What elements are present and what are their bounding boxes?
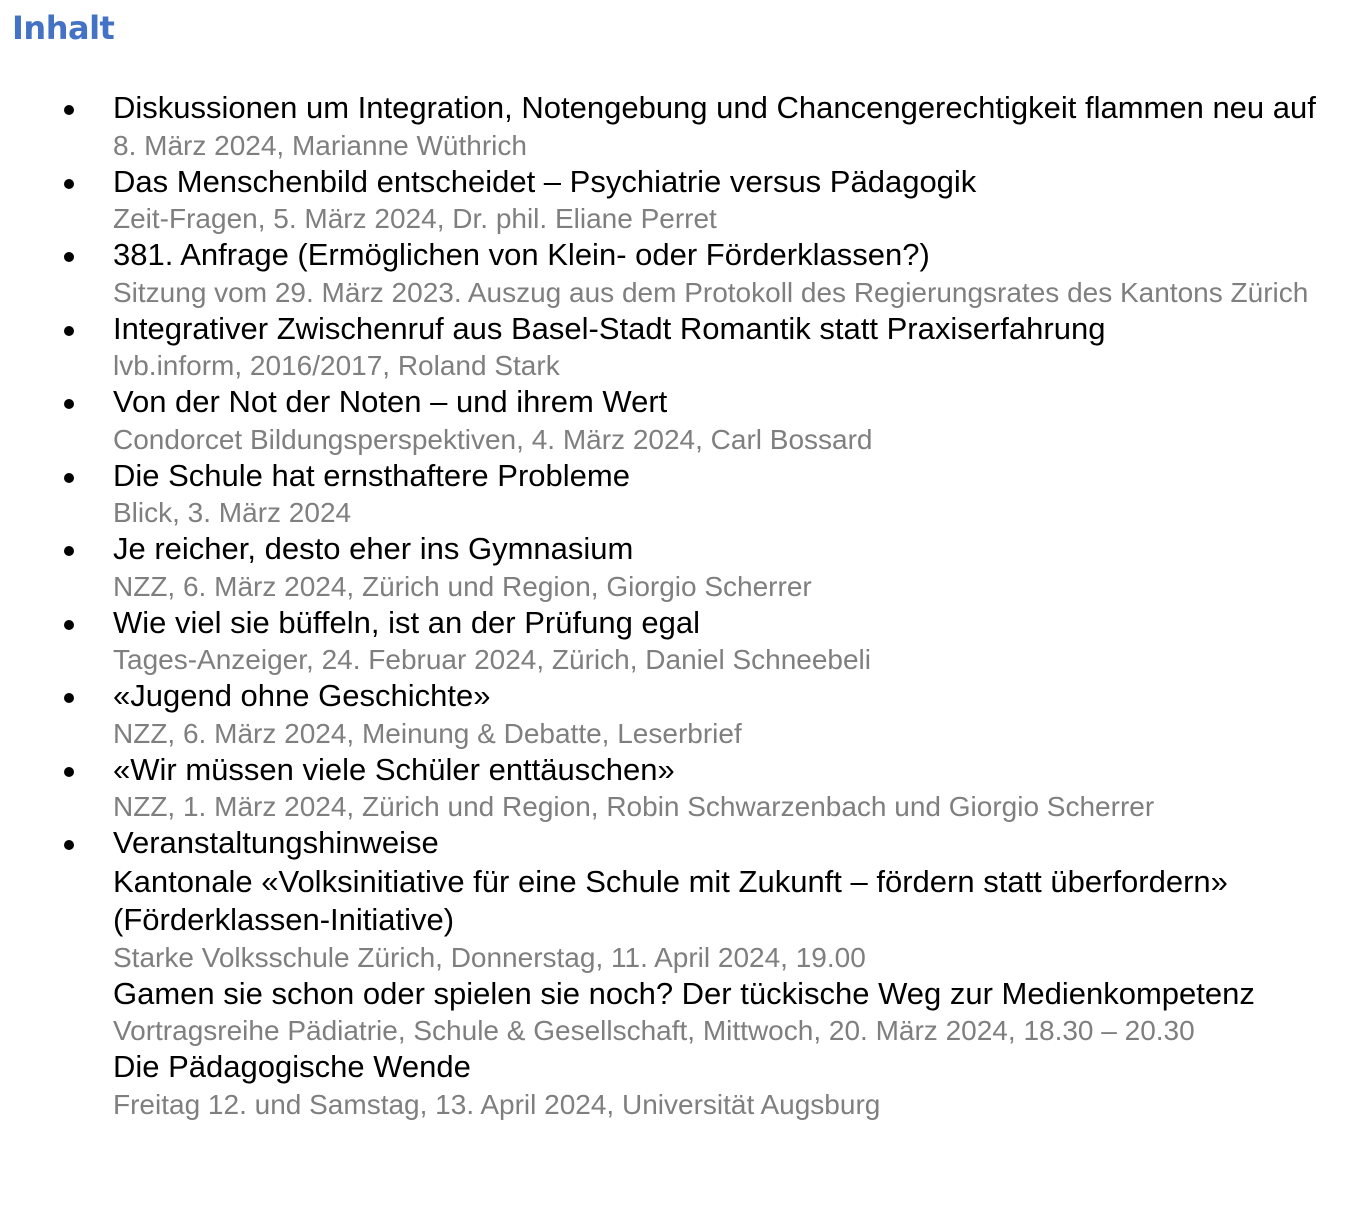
- event-title-link[interactable]: Die Pädagogische Wende: [113, 1049, 471, 1084]
- event-title-link[interactable]: Kantonale «Volksinitiative für eine Schule mit Zukunft – fördern statt überfordern» (Förderklassen-Initiative): [113, 863, 1228, 937]
- bullet-icon: [64, 105, 74, 115]
- events-list-item: [0, 824, 1364, 1122]
- article-meta: Zeit-Fragen, 5. März 2024, Dr. phil. Eliane Perret: [113, 203, 717, 234]
- list-item: [0, 163, 1364, 237]
- bullet-icon: [64, 767, 74, 777]
- bullet-icon: [64, 620, 74, 630]
- article-title-link[interactable]: «Wir müssen viele Schüler enttäuschen»: [113, 751, 675, 787]
- event-meta: Vortragsreihe Pädiatrie, Schule & Gesellschaft, Mittwoch, 20. März 2024, 18.30 – 20.30: [113, 1015, 1195, 1046]
- list-item: [0, 677, 1364, 751]
- article-meta: Blick, 3. März 2024: [113, 497, 352, 528]
- article-meta: Tages-Anzeiger, 24. Februar 2024, Zürich, Daniel Schneebeli: [113, 644, 871, 675]
- article-title-link[interactable]: Diskussionen um Integration, Notengebung und Chancengerechtigkeit flammen neu auf: [113, 90, 1316, 125]
- list-item: [0, 457, 1364, 531]
- list-item: [0, 604, 1364, 678]
- event-title-link[interactable]: Gamen sie schon oder spielen sie noch? Der tückische Weg zur Medienkompetenz: [113, 975, 1255, 1011]
- bullet-icon: [64, 252, 74, 262]
- list-item: [0, 751, 1364, 825]
- bullet-icon: [64, 693, 74, 703]
- article-meta: NZZ, 6. März 2024, Meinung & Debatte, Leserbrief: [113, 717, 742, 749]
- events-heading: Veranstaltungshinweise: [113, 825, 439, 860]
- bullet-icon: [64, 326, 74, 336]
- event-meta: Freitag 12. und Samstag, 13. April 2024, Universität Augsburg: [113, 1088, 881, 1120]
- list-item: [0, 89, 1364, 163]
- article-title-link[interactable]: «Jugend ohne Geschichte»: [113, 678, 491, 713]
- bullet-icon: [64, 179, 74, 189]
- article-title-link[interactable]: Integrativer Zwischenruf aus Basel-Stadt Romantik statt Praxiserfahrung: [113, 310, 1106, 346]
- bullet-icon: [64, 399, 74, 409]
- table-of-contents: [0, 89, 1364, 1122]
- article-title-link[interactable]: Je reicher, desto eher ins Gymnasium: [113, 531, 634, 566]
- article-meta: NZZ, 1. März 2024, Zürich und Region, Robin Schwarzenbach und Giorgio Scherrer: [113, 791, 1155, 822]
- article-meta: NZZ, 6. März 2024, Zürich und Region, Giorgio Scherrer: [113, 570, 812, 602]
- list-item: [0, 530, 1364, 604]
- article-meta: Sitzung vom 29. März 2023. Auszug aus dem Protokoll des Regierungsrates des Kantons Zürich: [113, 276, 1309, 308]
- event-meta: Starke Volksschule Zürich, Donnerstag, 11. April 2024, 19.00: [113, 941, 866, 973]
- article-title-link[interactable]: 381. Anfrage (Ermöglichen von Klein- oder Förderklassen?): [113, 237, 930, 272]
- list-item: [0, 383, 1364, 457]
- article-title-link[interactable]: Das Menschenbild entscheidet – Psychiatrie versus Pädagogik: [113, 163, 977, 199]
- article-title-link[interactable]: Die Schule hat ernsthaftere Probleme: [113, 457, 630, 493]
- page-title: Inhalt: [12, 9, 115, 47]
- list-item: [0, 236, 1364, 310]
- article-meta: Condorcet Bildungsperspektiven, 4. März 2024, Carl Bossard: [113, 423, 873, 455]
- bullet-icon: [64, 840, 74, 850]
- list-item: [0, 310, 1364, 384]
- article-title-link[interactable]: Wie viel sie büffeln, ist an der Prüfung egal: [113, 604, 701, 640]
- bullet-icon: [64, 473, 74, 483]
- bullet-icon: [64, 546, 74, 556]
- article-title-link[interactable]: Von der Not der Noten – und ihrem Wert: [113, 384, 668, 419]
- article-meta: lvb.inform, 2016/2017, Roland Stark: [113, 350, 560, 381]
- article-meta: 8. März 2024, Marianne Wüthrich: [113, 129, 527, 161]
